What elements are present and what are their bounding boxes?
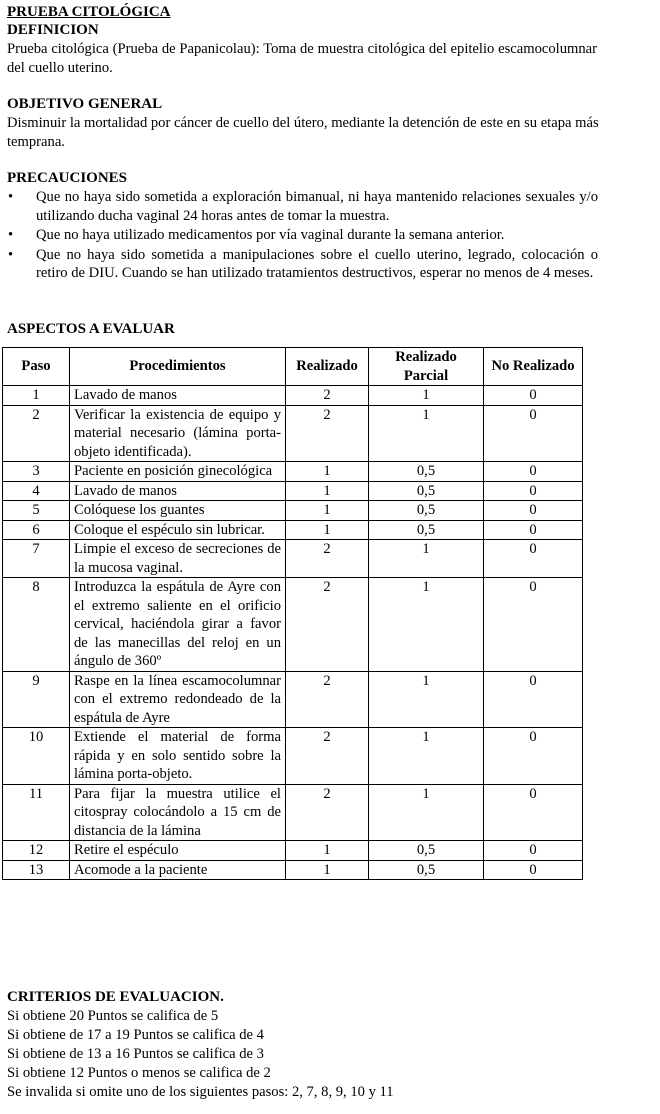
table-row: 12 Retire el espéculo 1 0,5 0 [3,841,583,861]
table-row: 5 Colóquese los guantes 1 0,5 0 [3,501,583,521]
precaution-item: • Que no haya utilizado medicamentos por vía vaginal durante la semana anterior. [8,227,505,243]
table-row: 4 Lavado de manos 1 0,5 0 [3,481,583,501]
column-header-procedimientos: Procedimientos [70,348,286,386]
definition-heading: DEFINICION [7,22,99,38]
column-header-realizado: Realizado [286,348,369,386]
table-header-row [3,348,583,386]
evaluation-table [2,347,583,880]
objective-text: Disminuir la mortalidad por cáncer de cuello del útero, mediante la detención de este en su etapa más temprana. [7,115,599,150]
table-row: 6 Coloque el espéculo sin lubricar. 1 0,5 0 [3,520,583,540]
table-row: 9 Raspe en la línea escamocolumnar con el extremo redondeado de la espátula de Ayre 2 1 0 [3,671,583,728]
objective-heading: OBJETIVO GENERAL [7,96,163,112]
criteria-line: Se invalida si omite uno de los siguientes pasos: 2, 7, 8, 9, 10 y 11 [7,1084,394,1100]
criteria-line: Si obtiene 12 Puntos o menos se califica de 2 [7,1065,271,1081]
bullet-icon: • [8,246,14,263]
precautions-heading: PRECAUCIONES [7,170,128,186]
criteria-line: Si obtiene de 13 a 16 Puntos se califica de 3 [7,1046,264,1062]
column-header-no-realizado: No Realizado [484,348,583,386]
criteria-line: Si obtiene 20 Puntos se califica de 5 [7,1008,219,1024]
table-row: 8 Introduzca la espátula de Ayre con el extremo saliente en el orificio cervical, haciéndola girar a favor de las manecillas del reloj en un ángulo de 360º 2 1 0 [3,578,583,672]
evaluation-heading: ASPECTOS A EVALUAR [7,321,175,337]
table-row: 1 Lavado de manos 2 1 0 [3,386,583,406]
definition-text: Prueba citológica (Prueba de Papanicolau): Toma de muestra citológica del epitelio escamocolumnar del cuello uterino. [7,41,597,76]
table-row: 2 Verificar la existencia de equipo y material necesario (lámina porta-objeto identificada). 2 1 0 [3,405,583,462]
column-header-realizado-parcial: Realizado Parcial [369,348,484,386]
precautions-list [8,188,598,284]
table-row: 3 Paciente en posición ginecológica 1 0,5 0 [3,462,583,482]
criteria-heading: CRITERIOS DE EVALUACION. [7,989,224,1005]
table-row: 7 Limpie el exceso de secreciones de la mucosa vaginal. 2 1 0 [3,540,583,578]
column-header-paso: Paso [3,348,70,386]
bullet-icon: • [8,227,14,243]
precaution-item: • Que no haya sido sometida a exploración bimanual, ni haya mantenido relaciones sexuales y/o utilizando ducha vaginal 24 horas antes de tomar la muestra. [8,189,598,224]
table-row: 13 Acomode a la paciente 1 0,5 0 [3,860,583,880]
table-row: 11 Para fijar la muestra utilice el citospray colocándolo a 15 cm de distancia de la lámina 2 1 0 [3,784,583,841]
document-title: PRUEBA CITOLÓGICA [7,4,171,20]
criteria-line: Si obtiene de 17 a 19 Puntos se califica de 4 [7,1027,264,1043]
criteria-section [7,988,394,1102]
table-row: 10 Extiende el material de forma rápida y en solo sentido sobre la lámina porta-objeto. 2 1 0 [3,728,583,785]
precaution-item: • Que no haya sido sometida a manipulaciones sobre el cuello uterino, legrado, colocación o retiro de DIU. Cuando se han utilizado tratamientos destructivos, esperar no menos de 4 meses. [8,246,598,281]
bullet-icon: • [8,189,14,205]
